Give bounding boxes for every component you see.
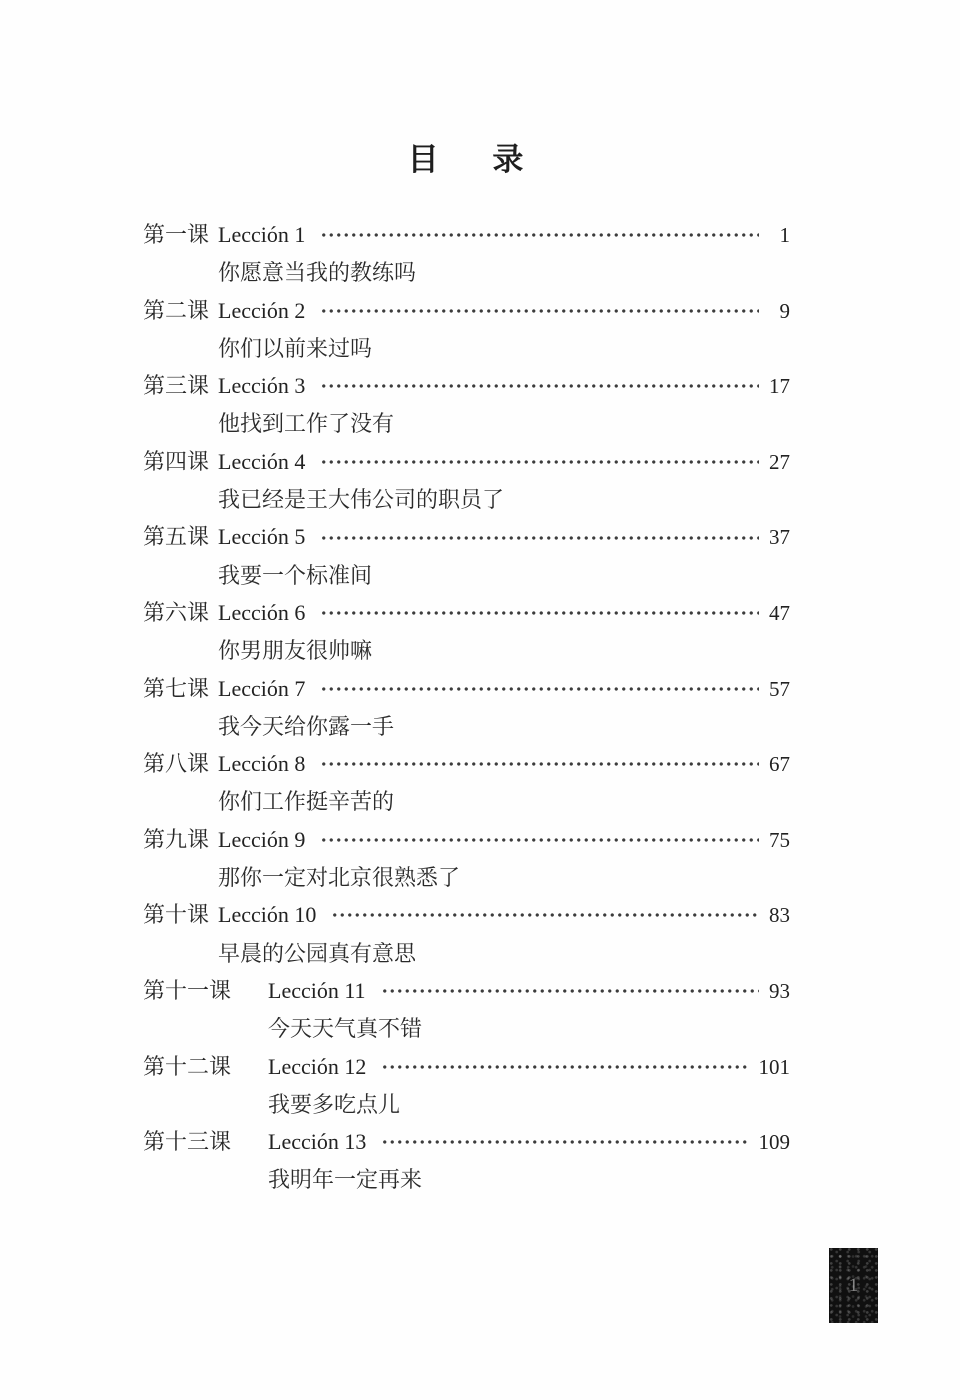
dot-leader	[320, 306, 759, 316]
dot-leader	[320, 759, 759, 769]
dot-leader	[320, 457, 759, 467]
page-number: 17	[769, 374, 790, 399]
toc-entry-main	[143, 972, 790, 1010]
lesson-subtitle: 我今天给你露一手	[218, 713, 395, 739]
scan-artifact-box	[829, 1248, 878, 1323]
toc-entry-main	[143, 443, 790, 481]
lesson-subtitle: 那你一定对北京很熟悉了	[218, 865, 461, 891]
lesson-title: Lección 1	[218, 222, 306, 247]
lesson-title: Lección 10	[218, 902, 317, 928]
chapter-label: 第七课	[143, 675, 210, 701]
lesson-subtitle: 我要多吃点儿	[268, 1091, 401, 1117]
page-number: 83	[769, 903, 790, 928]
page-number: 67	[769, 752, 790, 777]
lesson-title: Lección 9	[218, 826, 306, 852]
lesson-subtitle: 他找到工作了没有	[218, 411, 395, 437]
page-title: 目 录	[407, 142, 526, 177]
lesson-title: Lección 8	[218, 751, 306, 777]
lesson-title: Lección 6	[218, 599, 306, 625]
page-number: 109	[758, 1130, 790, 1155]
dot-leader	[331, 910, 759, 920]
chapter-label: 第五课	[143, 524, 210, 550]
chapter-label: 第二课	[143, 297, 210, 323]
lesson-title: Lección 4	[218, 448, 306, 474]
toc-entry	[143, 518, 790, 594]
page-number: 47	[769, 600, 790, 625]
lesson-title: Lección 11	[268, 977, 366, 1003]
toc-content	[143, 0, 790, 1199]
dot-leader	[320, 608, 759, 618]
chapter-label: 第九课	[143, 826, 210, 852]
lesson-title: Lección 12	[268, 1053, 367, 1079]
lesson-subtitle: 我要一个标准间	[218, 562, 373, 588]
chapter-label: 第三课	[143, 373, 210, 399]
corner-page-number: 1	[848, 1275, 859, 1296]
toc-entry-main	[143, 1123, 790, 1161]
toc-entry	[143, 745, 790, 821]
lesson-subtitle: 你们以前来过吗	[218, 335, 373, 361]
chapter-label: 第四课	[143, 448, 210, 474]
toc-entry	[143, 1123, 790, 1199]
page-number: 57	[769, 676, 790, 701]
toc-entry	[143, 292, 790, 368]
page-number: 101	[758, 1054, 790, 1079]
chapter-label: 第十一课	[143, 977, 232, 1003]
lesson-title: Lección 2	[218, 297, 306, 323]
page-number: 75	[769, 827, 790, 852]
toc-entry	[143, 896, 790, 972]
lesson-title: Lección 7	[218, 675, 306, 701]
toc-entry-main	[143, 745, 790, 783]
page-number: 93	[769, 978, 790, 1003]
toc-entry-main	[143, 216, 790, 254]
lesson-subtitle: 你男朋友很帅嘛	[218, 638, 373, 664]
page-number: 27	[769, 449, 790, 474]
toc-entry-main	[143, 518, 790, 556]
toc-entry	[143, 972, 790, 1048]
dot-leader	[381, 1062, 749, 1072]
toc-entry-main	[143, 594, 790, 632]
dot-leader	[381, 986, 759, 996]
toc-entry-main	[143, 367, 790, 405]
toc-entry	[143, 670, 790, 746]
chapter-label: 第十二课	[143, 1053, 232, 1079]
lesson-subtitle: 我明年一定再来	[268, 1167, 423, 1193]
dot-leader	[320, 533, 759, 543]
toc-entry	[143, 594, 790, 670]
dot-leader	[320, 230, 759, 240]
toc-entry	[143, 367, 790, 443]
lesson-title: Lección 13	[268, 1129, 367, 1155]
lesson-title: Lección 5	[218, 524, 306, 550]
lesson-subtitle: 你们工作挺辛苦的	[218, 789, 395, 815]
dot-leader	[320, 381, 759, 391]
toc-entry-main	[143, 670, 790, 708]
page-number: 9	[779, 298, 790, 323]
toc-entry-main	[143, 1048, 790, 1086]
toc-entry	[143, 443, 790, 519]
lesson-title: Lección 3	[218, 373, 306, 399]
lesson-subtitle: 今天天气真不错	[268, 1016, 423, 1042]
chapter-label: 第十三课	[143, 1129, 232, 1155]
toc-entry-main	[143, 292, 790, 330]
toc-entry	[143, 216, 790, 292]
lesson-subtitle: 我已经是王大伟公司的职员了	[218, 487, 505, 513]
toc-entry	[143, 821, 790, 897]
page-number: 1	[779, 223, 790, 247]
lesson-subtitle: 你愿意当我的教练吗	[218, 260, 417, 286]
chapter-label: 第六课	[143, 599, 210, 625]
chapter-label: 第十课	[143, 902, 210, 928]
toc-entry-main	[143, 896, 790, 934]
lesson-subtitle: 早晨的公园真有意思	[218, 940, 417, 966]
toc-entry	[143, 1048, 790, 1124]
chapter-label: 第一课	[143, 222, 210, 247]
toc-list	[143, 216, 790, 1199]
page-number: 37	[769, 525, 790, 550]
toc-entry-main	[143, 821, 790, 859]
dot-leader	[320, 684, 759, 694]
dot-leader	[320, 835, 759, 845]
dot-leader	[381, 1137, 749, 1147]
chapter-label: 第八课	[143, 751, 210, 777]
